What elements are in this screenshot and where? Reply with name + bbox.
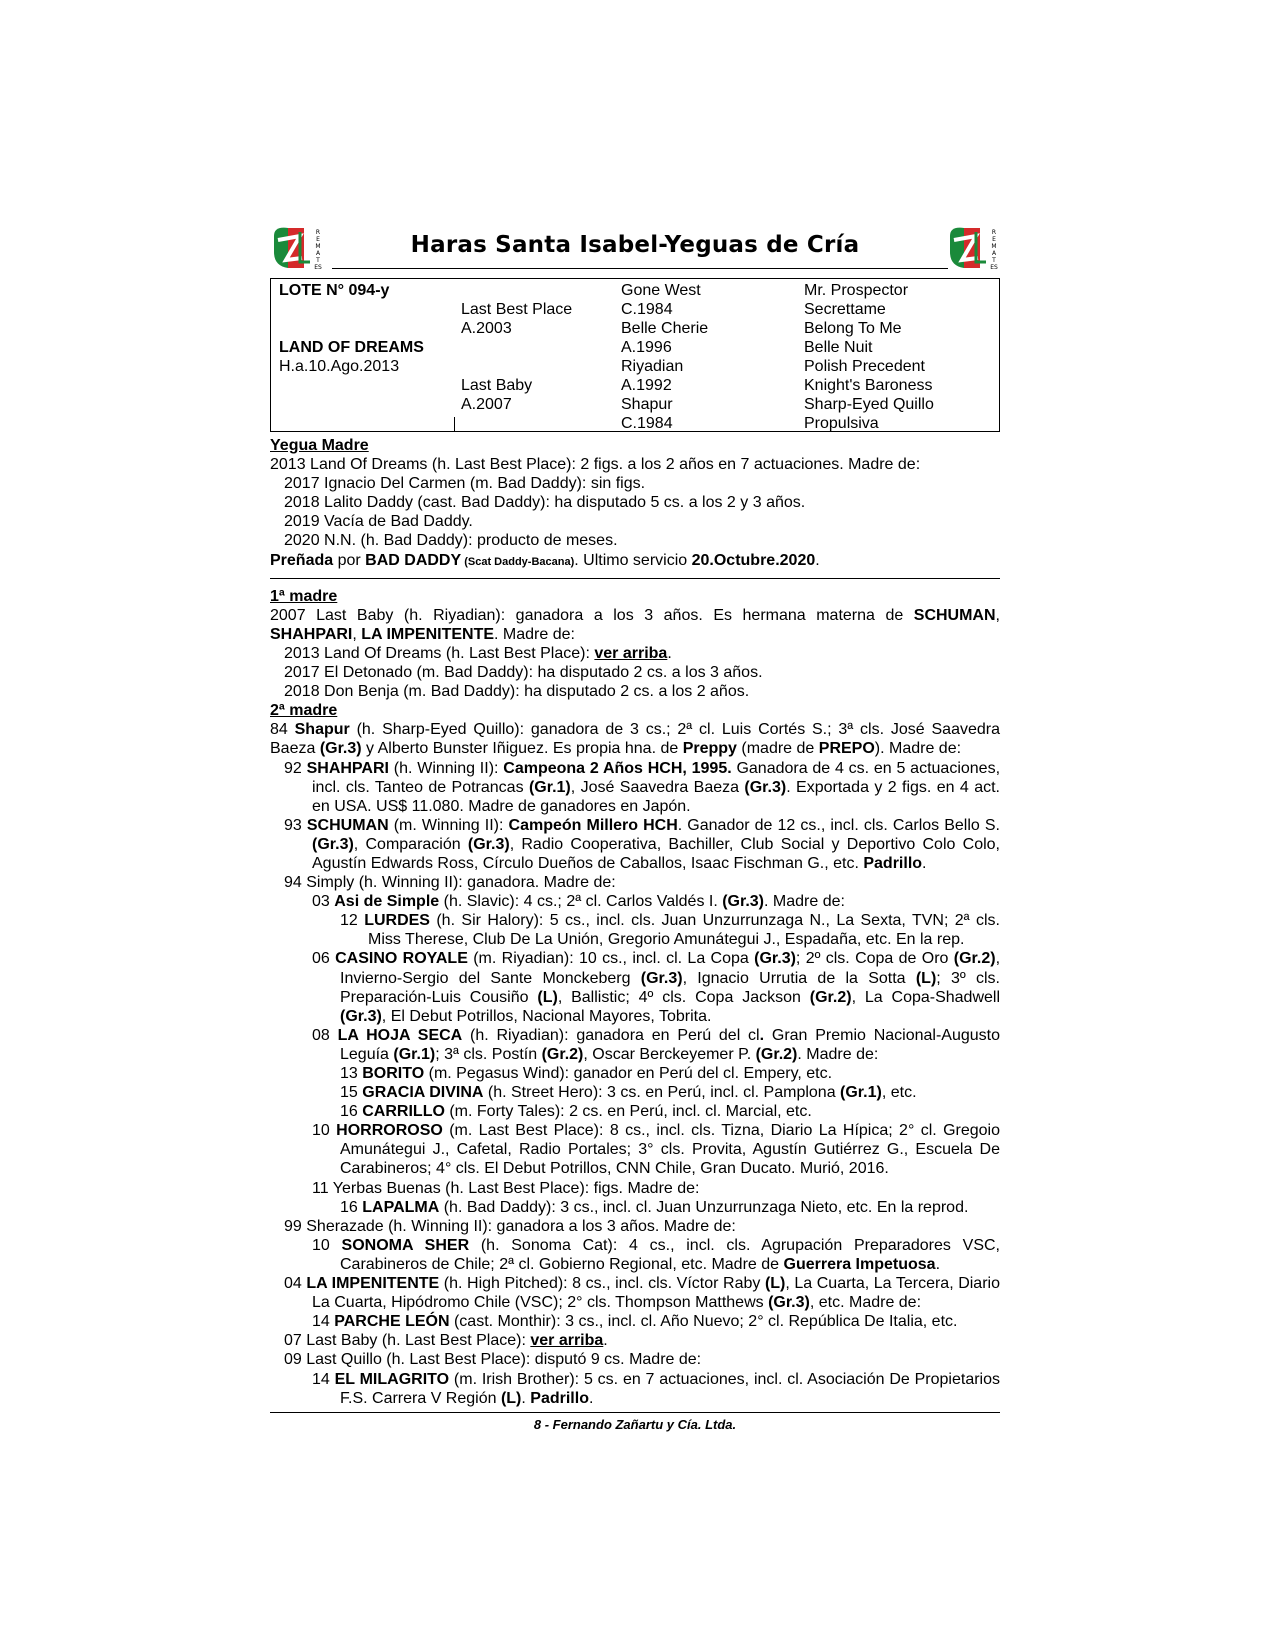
ancestor-1: Mr. Prospector — [804, 282, 909, 299]
offspring-entry: 94 Simply (h. Winning II): ganadora. Madre de: — [284, 874, 616, 892]
madre2-intro: 84 Shapur (h. Sharp-Eyed Quillo): ganadora de 3 cs.; 2ª cl. Luis Cortés S.; 3ª cls. José Saavedra Baeza (Gr.3) y Alberto Bunster Iñiguez. Es propia hna. de Preppy (madre de PREPO). Madre de: — [270, 721, 1000, 758]
offspring-entry: 11 Yerbas Buenas (h. Last Best Place): figs. Madre de: — [312, 1179, 700, 1197]
offspring-item: 2019 Vacía de Bad Daddy. — [284, 513, 473, 531]
horse-name: LAND OF DREAMS — [279, 339, 424, 356]
offspring-entry: 16 CARRILLO (m. Forty Tales): 2 cs. en Perú, incl. cl. Marcial, etc. — [340, 1103, 812, 1121]
page-footer: 8 - Fernando Zañartu y Cía. Ltda. — [533, 1416, 737, 1432]
granddam-maternal: Shapur — [621, 396, 673, 413]
offspring-entry: 14 PARCHE LEÓN (cast. Monthir): 3 cs., incl. cl. Año Nuevo; 2° cl. República De Italia, etc. — [312, 1313, 958, 1331]
pregnancy-status: Preñada por BAD DADDY (Scat Daddy-Bacana). Ultimo servicio 20.Octubre.2020. — [270, 551, 820, 569]
grandsire-maternal-year: A.1992 — [621, 377, 672, 394]
ancestor-5: Polish Precedent — [804, 358, 925, 375]
offspring-entry: 03 Asi de Simple (h. Slavic): 4 cs.; 2ª cl. Carlos Valdés I. (Gr.3). Madre de: — [312, 893, 845, 911]
catalog-body — [270, 436, 1000, 1408]
offspring-entry: 15 GRACIA DIVINA (h. Street Hero): 3 cs. en Perú, incl. cl. Pamplona (Gr.1), etc. — [340, 1084, 917, 1102]
svg-text:R: R — [991, 229, 997, 236]
pedigree-table — [270, 278, 1000, 432]
svg-text:T: T — [992, 257, 996, 264]
dam-name: Last Baby — [461, 377, 533, 394]
ver-arriba-link: ver arriba — [530, 1332, 604, 1350]
offspring-entry: 99 Sherazade (h. Winning II): ganadora a los 3 años. Madre de: — [284, 1217, 736, 1235]
svg-text:T: T — [316, 257, 320, 264]
offspring-entry: 10 SONOMA SHER (h. Sonoma Cat): 4 cs., incl. cls. Agrupación Preparadores VSC, Carabineros de Chile; 2ª cl. Gobierno Regional, etc. Madre de Guerrera Impetuosa. — [312, 1236, 1000, 1273]
offspring-entry: 93 SCHUMAN (m. Winning II): Campeón Millero HCH. Ganador de 12 cs., incl. cls. Carlos Bello S. (Gr.3), Comparación (Gr.3), Radio Cooperativa, Bachiller, Club Social y Deportivo Colo Colo, Agustín Edwards Ross, Círculo Dueños de Caballos, Isaac Fischman G., etc. Padrillo. — [284, 816, 1000, 872]
svg-text:A: A — [315, 250, 321, 257]
title-underline — [332, 268, 948, 269]
offspring-entry: 13 BORITO (m. Pegasus Wind): ganador en Perú del cl. Empery, etc. — [340, 1065, 833, 1082]
page-title: Haras Santa Isabel-Yeguas de Cría — [410, 232, 860, 258]
grandsire-paternal: Gone West — [621, 282, 701, 299]
offspring-item: 2017 Ignacio Del Carmen (m. Bad Daddy): sin figs. — [284, 475, 646, 493]
offspring-entry: 09 Last Quillo (h. Last Best Place): disputó 9 cs. Madre de: — [284, 1351, 702, 1369]
logo-side-text: R — [315, 229, 321, 236]
svg-text:E: E — [316, 236, 320, 243]
remates-logo-icon — [270, 222, 324, 272]
offspring-entry: 14 EL MILAGRITO (m. Irish Brother): 5 cs. en 7 actuaciones, incl. cl. Asociación De Propietarios F.S. Carrera V Región (L). Padrillo. — [312, 1370, 1001, 1407]
offspring-entry: 08 LA HOJA SECA (h. Riyadian): ganadora en Perú del cl. Gran Premio Nacional-Augusto Leguía (Gr.1); 3ª cls. Postín (Gr.2), Oscar Berckeyemer P. (Gr.2). Madre de: — [312, 1026, 1001, 1063]
grandsire-maternal: Riyadian — [621, 358, 684, 375]
offspring-item: 2018 Don Benja (m. Bad Daddy): ha disputado 2 cs. a los 2 años. — [284, 683, 750, 701]
ancestor-6: Knight's Baroness — [804, 377, 933, 394]
ver-arriba-link: ver arriba — [594, 644, 668, 662]
svg-text:ES: ES — [990, 264, 998, 271]
svg-text:A: A — [991, 250, 997, 257]
section-heading-2a-madre: 2ª madre — [270, 702, 338, 720]
yegua-madre-intro: 2013 Land Of Dreams (h. Last Best Place): 2 figs. a los 2 años en 7 actuaciones. Madre de: — [270, 456, 921, 474]
offspring-entry: 04 LA IMPENITENTE (h. High Pitched): 8 cs., incl. cls. Víctor Raby (L), La Cuarta, La Tercera, Diario La Cuarta, Hipódromo Chile (VSC); 2° cls. Thompson Matthews (Gr.3), etc. Madre de: — [284, 1275, 1000, 1312]
svg-text:M: M — [315, 243, 321, 250]
svg-text:M: M — [991, 243, 997, 250]
remates-logo-icon-right — [946, 222, 1000, 272]
offspring-item: 2018 Lalito Daddy (cast. Bad Daddy): ha disputado 5 cs. a los 2 y 3 años. — [284, 494, 806, 512]
offspring-item: 2020 N.N. (h. Bad Daddy): producto de meses. — [284, 532, 618, 550]
ancestor-4: Belle Nuit — [804, 339, 873, 356]
horse-birth: H.a.10.Ago.2013 — [279, 358, 400, 375]
ancestor-3: Belong To Me — [804, 320, 902, 337]
footer-divider — [270, 1412, 1000, 1413]
pedigree-divider — [454, 417, 455, 431]
offspring-entry: 07 Last Baby (h. Last Best Place): ver arriba. — [284, 1332, 608, 1350]
sire-year: A.2003 — [461, 320, 512, 337]
offspring-item: 2017 El Detonado (m. Bad Daddy): ha disputado 2 cs. a los 3 años. — [284, 664, 763, 682]
offspring-item: 2013 Land Of Dreams (h. Last Best Place): ver arriba. — [284, 644, 672, 662]
offspring-entry: 06 CASINO ROYALE (m. Riyadian): 10 cs., incl. cl. La Copa (Gr.3); 2º cls. Copa de Oro (Gr.2), Invierno-Sergio del Sante Monckeberg (Gr.3), Ignacio Urrutia de la Sotta (L); 3º cls. Preparación-Luis Cousiño (L), Ballistic; 4º cls. Copa Jackson (Gr.2), La Copa-Shadwell (Gr.3), El Debut Potrillos, Nacional Mayores, Tobrita. — [312, 950, 1001, 1025]
section-heading-yegua-madre: Yegua Madre — [270, 437, 369, 454]
svg-text:ES: ES — [314, 264, 322, 271]
page-header — [270, 222, 1000, 272]
section-divider — [270, 578, 1000, 579]
svg-text:E: E — [992, 236, 996, 243]
dam-year: A.2007 — [461, 396, 512, 413]
offspring-entry: 10 HORROROSO (m. Last Best Place): 8 cs., incl. cls. Tizna, Diario La Hípica; 2° cl. Gregoio Amunátegui J., Cafetal, Radio Portales; 3° cls. Provita, Agustín Gutiérrez G., Escuela De Carabineros; 4° cls. El Debut Potrillos, CNN Chile, Gran Ducato. Murió, 2016. — [312, 1122, 1000, 1178]
offspring-entry: 16 LAPALMA (h. Bad Daddy): 3 cs., incl. cl. Juan Unzurrunzaga Nieto, etc. En la reprod. — [340, 1198, 969, 1216]
grandsire-paternal-year: C.1984 — [621, 301, 673, 318]
granddam-paternal: Belle Cherie — [621, 320, 709, 337]
offspring-entry: 12 LURDES (h. Sir Halory): 5 cs., incl. cls. Juan Unzurrunzaga N., La Sexta, TVN; 2ª cls. Miss Therese, Club De La Unión, Gregorio Amunátegui J., Espadaña, etc. En la rep. — [340, 912, 1000, 949]
ancestor-2: Secrettame — [804, 301, 886, 318]
granddam-maternal-year: C.1984 — [621, 415, 673, 432]
madre1-intro: 2007 Last Baby (h. Riyadian): ganadora a los 3 años. Es hermana materna de SCHUMAN, SHAHPARI, LA IMPENITENTE. Madre de: — [270, 606, 1000, 643]
offspring-entry: 92 SHAHPARI (h. Winning II): Campeona 2 Años HCH, 1995. Ganadora de 4 cs. en 5 actuaciones, incl. cls. Tanteo de Potrancas (Gr.1), José Saavedra Baeza (Gr.3). Exportada y 2 figs. en 4 act. en USA. US$ 11.080. Madre de ganadores en Japón. — [284, 759, 1001, 815]
section-heading-1a-madre: 1ª madre — [270, 587, 338, 605]
ancestor-8: Propulsiva — [804, 415, 879, 432]
catalog-page — [270, 222, 1000, 1432]
sire-name: Last Best Place — [461, 301, 573, 318]
granddam-paternal-year: A.1996 — [621, 339, 672, 356]
ancestor-7: Sharp-Eyed Quillo — [804, 396, 934, 413]
lot-number: LOTE N° 094-y — [279, 282, 390, 299]
